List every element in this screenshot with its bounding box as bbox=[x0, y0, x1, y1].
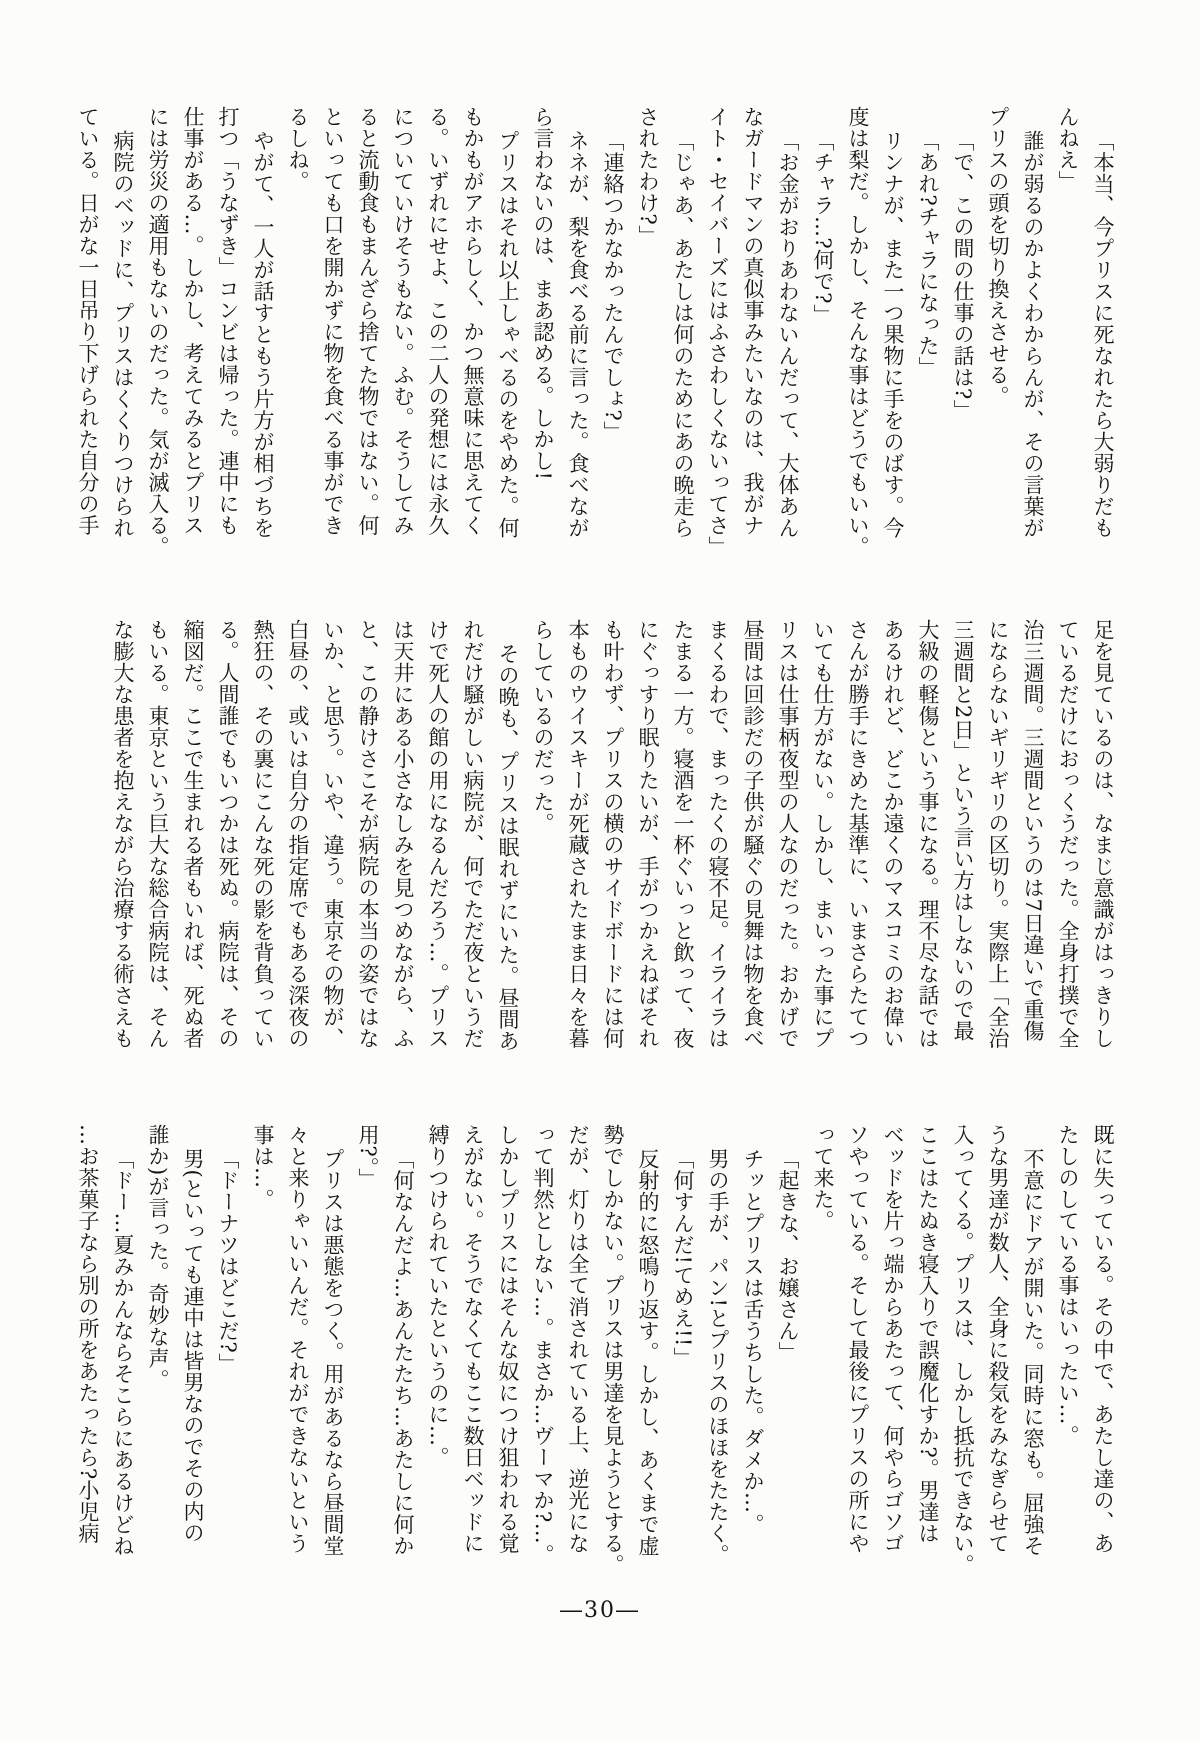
text-column: 「で、この間の仕事の話は?」 bbox=[951, 130, 975, 422]
text-column: 昼間は回診だの子供が騒ぐの見舞は物を食べ bbox=[741, 619, 765, 1049]
text-column: もいる。東京という巨大な総合病院は、そん bbox=[146, 619, 170, 1049]
text-column: けで死人の館の用になるんだろう…。プリス bbox=[426, 619, 450, 1049]
text-column: 「ドーナツはどこだ?」 bbox=[216, 1148, 240, 1375]
text-column: チッとプリスは舌うちした。ダメか…。 bbox=[741, 1148, 765, 1535]
text-column: まくるわで、まったくの寝不足。イライラは bbox=[706, 619, 730, 1049]
text-column: 大級の軽傷という事になる。理不尽な話では bbox=[916, 619, 940, 1049]
page-number: ―30― bbox=[560, 1598, 640, 1623]
text-column: 「何なんだよ…あんたたち…あたしに何か bbox=[391, 1148, 415, 1557]
text-column: は天井にある小さなしみを見つめながら、ふ bbox=[391, 619, 415, 1049]
text-column: 「お金がおりあわないんだって、大体あん bbox=[776, 130, 800, 539]
text-column: といっても口を開かずに物を食べる事ができ bbox=[321, 106, 345, 536]
text-column: ら言わないのは、まあ認める。しかし! bbox=[531, 106, 555, 481]
text-column: 入ってくる。プリスは、しかし抵抗できない。 bbox=[951, 1124, 975, 1576]
text-column: あるけれど、どこか遠くのマスコミのお偉い bbox=[881, 619, 905, 1049]
text-column: 足を見ているのは、なまじ意識がはっきりし bbox=[1091, 619, 1115, 1049]
text-column: ると流動食もまんざら捨てた物ではない。何 bbox=[356, 106, 380, 536]
text-column: いか、と思う。いや、違う。東京その物が、 bbox=[321, 619, 345, 1049]
text-column: って判然としない…。まさか…ヴーマか?…。 bbox=[531, 1124, 555, 1566]
text-column: についていけそうもない。ふむ。そうしてみ bbox=[391, 106, 415, 536]
text-column: たまる一方。寝酒を一杯ぐいっと飲って、夜 bbox=[671, 619, 695, 1049]
text-column: うな男達が数人、全身に殺気をみなぎらせて bbox=[986, 1124, 1010, 1554]
text-column: 「本当、今プリスに死なれたら大弱りだも bbox=[1091, 130, 1115, 539]
text-column: 用?。」 bbox=[356, 1124, 380, 1190]
text-column: リスは仕事柄夜型の人なのだった。おかげで bbox=[776, 619, 800, 1049]
text-column: 不意にドアが開いた。同時に窓も。屈強そ bbox=[1021, 1148, 1045, 1557]
text-column: リンナが、また一つ果物に手をのばす。今 bbox=[881, 130, 905, 539]
text-column: にならないギリギリの区切り。実際上「全治 bbox=[986, 619, 1010, 1049]
text-column: なガードマンの真似事みたいなのは、我がナ bbox=[741, 106, 765, 536]
text-column: ソやっている。そして最後にプリスの所にや bbox=[846, 1124, 870, 1554]
text-column: イト・セイバーズにはふさわしくないってさ」 bbox=[706, 106, 730, 558]
text-column: らしているのだった。 bbox=[531, 619, 555, 834]
text-column: ベッドを片っ端からあたって、何やらゴソゴ bbox=[881, 1124, 905, 1554]
text-column: 「連絡つかなかったんでしょ?」 bbox=[601, 130, 625, 443]
text-column: されたわけ?」 bbox=[636, 106, 660, 247]
text-column: 誰か)が言った。奇妙な声。 bbox=[146, 1124, 170, 1391]
text-column: 誰が弱るのかよくわからんが、その言葉が bbox=[1021, 130, 1045, 539]
text-column: 度は梨だ。しかし、そんな事はどうでもいい。 bbox=[846, 106, 870, 558]
text-column: いても仕方がない。しかし、まいった事にプ bbox=[811, 619, 835, 1049]
text-column: 「あれ?チャラになった」 bbox=[916, 130, 940, 379]
text-column: 病院のベッドに、プリスはくくりつけられ bbox=[111, 130, 135, 539]
text-column: 男(といっても連中は皆男なのでその内の bbox=[181, 1148, 205, 1544]
text-column: 白昼の、或いは自分の指定席でもある深夜の bbox=[286, 619, 310, 1049]
text-column: には労災の適用もないのだった。気が滅入る。 bbox=[146, 106, 170, 558]
text-column: たしのしている事はいったい…。 bbox=[1056, 1124, 1080, 1447]
text-column: 仕事がある…。しかし、考えてみるとプリス bbox=[181, 106, 205, 536]
text-column: 打つ「うなずき」コンビは帰った。連中にも bbox=[216, 106, 240, 536]
text-column: 「何すんだ!てめえ!!」 bbox=[671, 1148, 695, 1369]
text-column: 反射的に怒鳴り返す。しかし、あくまで虚 bbox=[636, 1148, 660, 1557]
text-column: 本ものウイスキーが死蔵されたまま日々を暮 bbox=[566, 619, 590, 1049]
text-column: にぐっすり眠りたいが、手がつかえねばそれ bbox=[636, 619, 660, 1049]
text-column: るしね。 bbox=[286, 106, 310, 192]
text-column: も叶わず、プリスの横のサイドボードには何 bbox=[601, 619, 625, 1049]
text-column: る。人間誰でもいつかは死ぬ。病院は、その bbox=[216, 619, 240, 1049]
text-column: ているだけにおっくうだった。全身打撲で全 bbox=[1056, 619, 1080, 1049]
text-column: …お茶菓子なら別の所をあたったら?小児病 bbox=[76, 1124, 100, 1545]
text-column: もかもがアホらしく、かつ無意味に思えてく bbox=[461, 106, 485, 536]
text-column: る。いずれにせよ、この二人の発想には永久 bbox=[426, 106, 450, 536]
text-column: えがない。そうでなくてもここ数日ベッドに bbox=[461, 1124, 485, 1554]
text-column: ている。日がな一日吊り下げられた自分の手 bbox=[76, 106, 100, 536]
text-column: と、この静けさこそが病院の本当の姿ではな bbox=[356, 619, 380, 1049]
text-column: 縮図だ。ここで生まれる者もいれば、死ぬ者 bbox=[181, 619, 205, 1049]
text-column: 「チャラ…?何で?」 bbox=[811, 130, 835, 326]
text-column: 治三週間。三週間というのは7日違いで重傷 bbox=[1021, 619, 1045, 1042]
text-column: 既に失っている。その中で、あたし達の、あ bbox=[1091, 1124, 1115, 1554]
text-column: ネネが、梨を食べる前に言った。食べなが bbox=[566, 130, 590, 539]
text-band-middle bbox=[60, 619, 1120, 1097]
text-column: 「じゃあ、あたしは何のためにあの晩走ら bbox=[671, 130, 695, 539]
text-column: 々と来りゃいいんだ。それができないという bbox=[286, 1124, 310, 1554]
text-column: プリスはそれ以上しゃべるのをやめた。何 bbox=[496, 130, 520, 539]
text-column: やがて、一人が話すともう片方が相づちを bbox=[251, 130, 275, 539]
text-column: プリスは悪態をつく。用があるなら昼間堂 bbox=[321, 1148, 345, 1557]
text-column: 事は…。 bbox=[251, 1124, 275, 1210]
text-column: 男の手が、パン!とプリスのほほをたたく。 bbox=[706, 1148, 730, 1566]
text-column: さんが勝手にきめた基準に、いまさらたてつ bbox=[846, 619, 870, 1049]
text-column: れだけ騒がしい病院が、何でただ夜というだ bbox=[461, 619, 485, 1049]
text-column: プリスの頭を切り換えさせる。 bbox=[986, 106, 1010, 407]
text-band-bottom bbox=[60, 1124, 1120, 1602]
text-column: 熱狂の、その裏にこんな死の影を背負ってい bbox=[251, 619, 275, 1049]
text-column: 三週間と2日」という言い方はしないので最 bbox=[951, 619, 975, 1042]
text-column: 縛りつけられていたというのに…。 bbox=[426, 1124, 450, 1468]
text-column: その晩も、プリスは眠れずにいた。昼間あ bbox=[496, 643, 520, 1052]
text-column: な膨大な患者を抱えながら治療する術さえも bbox=[111, 619, 135, 1049]
text-column: んねえ」 bbox=[1056, 106, 1080, 192]
text-column: 勢でしかない。プリスは男達を見ようとする。 bbox=[601, 1124, 625, 1576]
text-column: って来た。 bbox=[811, 1124, 835, 1232]
text-column: しかしプリスにはそんな奴につけ狙われる覚 bbox=[496, 1124, 520, 1554]
text-column: ここはたぬき寝入りで誤魔化すか?。男達は bbox=[916, 1124, 940, 1545]
text-column: 「ドー…夏みかんならそこらにあるけどね bbox=[111, 1148, 135, 1557]
text-band-top bbox=[60, 106, 1120, 584]
text-column: だが、灯りは全て消されている上、逆光にな bbox=[566, 1124, 590, 1554]
text-column: 「起きな、お嬢さん」 bbox=[776, 1148, 800, 1363]
